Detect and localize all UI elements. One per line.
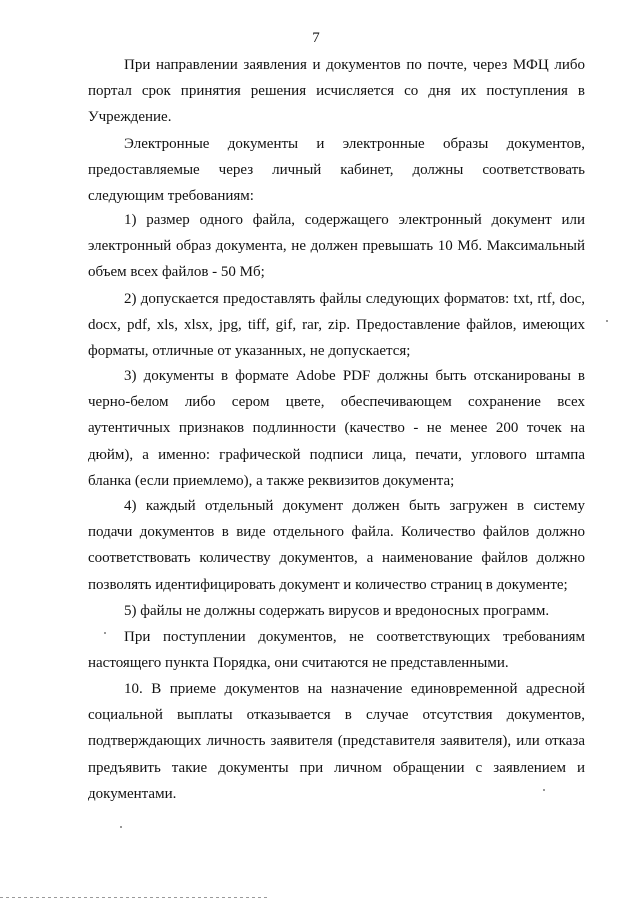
paragraph-item-10-refusal: 10. В приеме документов на назначение единовременной адресной социальной выплаты отказывается в случае отсутствия документов, подтверждающих личность заявителя (представителя заявителя), или отказа предъявить такие документы при личном обращении с заявлением и документами. — [88, 681, 585, 802]
paragraph-submission-deadline: При направлении заявления и документов по почте, через МФЦ либо портал срок принятия решения исчисляется со дня их поступления в Учреждение. — [88, 57, 585, 126]
requirement-separate-files: 4) каждый отдельный документ должен быть загружен в систему подачи документов в виде отдельного файла. Количество файлов должно соответствовать количеству документов, а наименование файлов должно позволять идентифицировать документ и количество страниц в документе; — [88, 498, 585, 593]
paragraph-nonconforming-documents: При поступлении документов, не соответствующих требованиям настоящего пункта Порядка, они считаются не представленными. — [88, 629, 585, 672]
requirement-no-viruses: 5) файлы не должны содержать вирусов и вредоносных программ. — [124, 603, 550, 619]
requirement-file-size: 1) размер одного файла, содержащего электронный документ или электронный образ документа, не должен превышать 10 Мб. Максимальный объем всех файлов - 50 Мб; — [88, 212, 585, 281]
page-number: 7 — [312, 30, 320, 46]
requirement-pdf-scanning: 3) документы в формате Adobe PDF должны быть отсканированы в черно-белом либо сером цвете, обеспечивающем сохранение всех аутентичных признаков подлинности (качество - не менее 200 точек на дюйм), а именно: графической подписи лица, печати, углового штампа бланка (если приемлемо), а также реквизитов документа; — [88, 368, 585, 489]
paragraph-electronic-requirements: Электронные документы и электронные образы документов, предоставляемые через личный кабинет, должны соответствовать следующим требованиям: — [88, 136, 585, 205]
requirement-file-formats: 2) допускается предоставлять файлы следующих форматов: txt, rtf, doc, docx, pdf, xls, xlsx, jpg, tiff, gif, rar, zip. Предоставление файлов, имеющих форматы, отличные от указанных, не допускается; — [88, 291, 585, 360]
scan-edge-line — [0, 897, 270, 898]
scan-speck — [543, 789, 545, 791]
scan-speck — [606, 320, 608, 322]
scan-speck — [120, 826, 122, 828]
scan-speck — [104, 632, 106, 634]
